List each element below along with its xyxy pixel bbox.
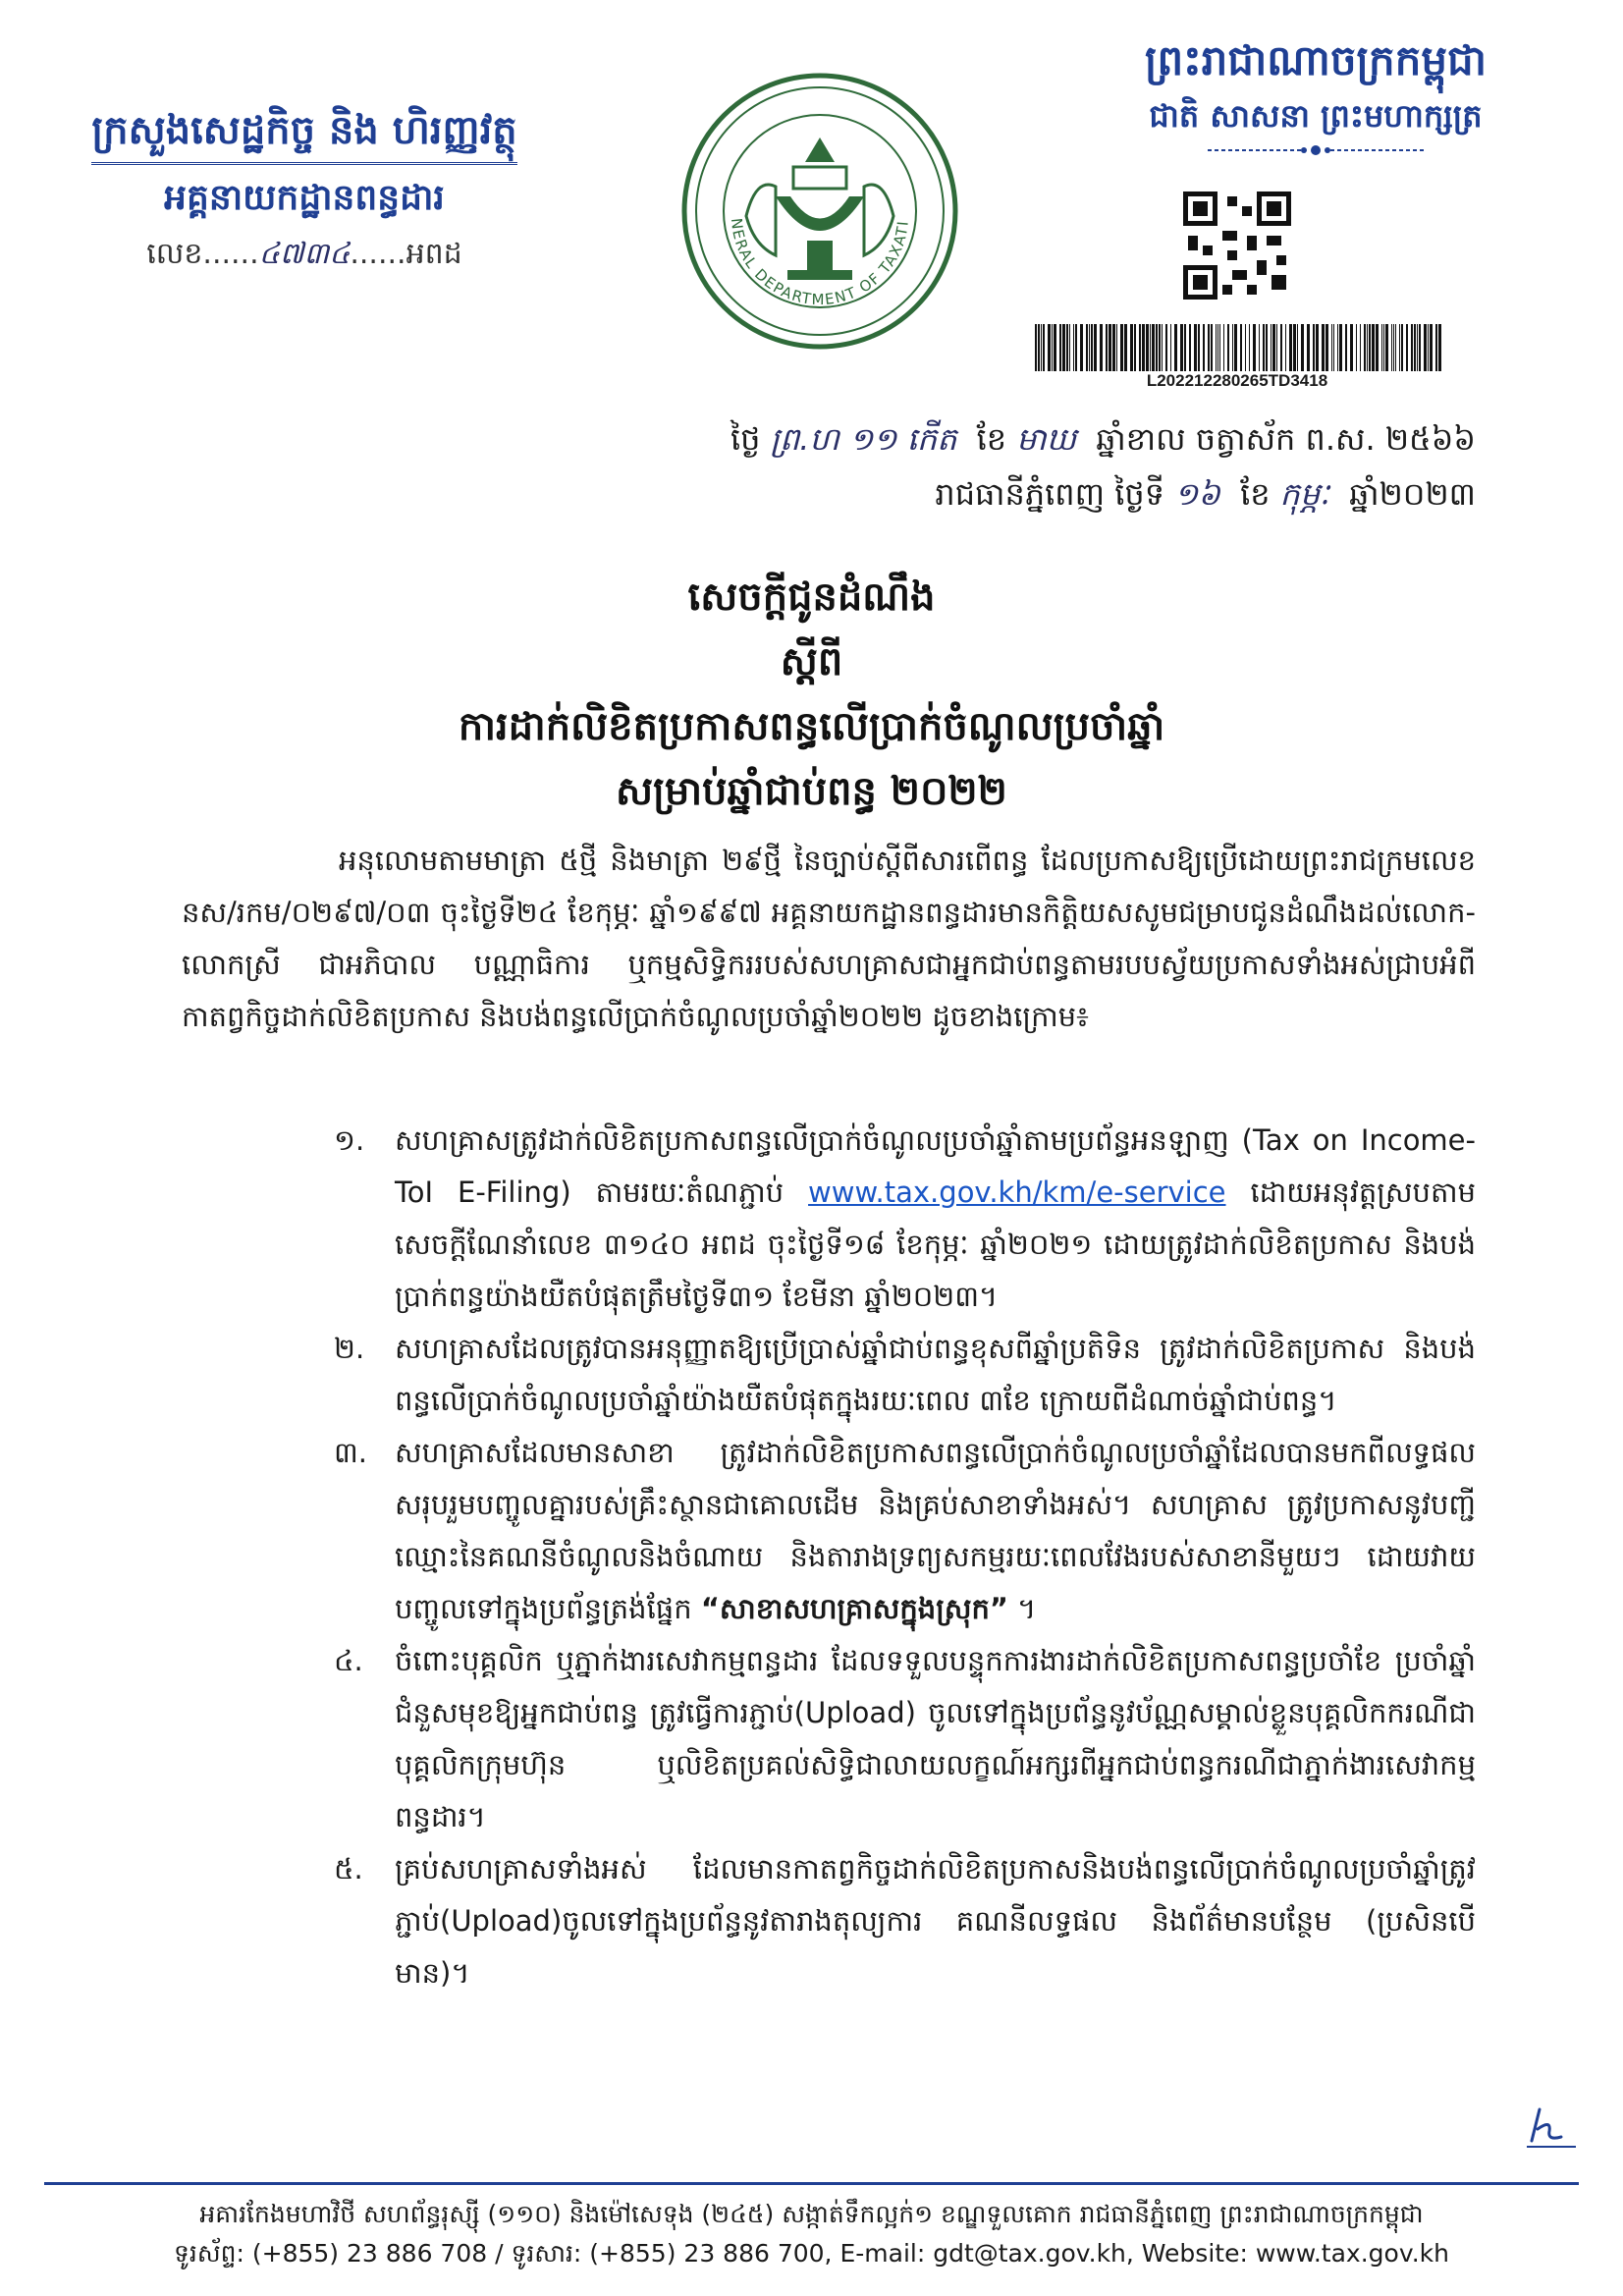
item-text: សហគ្រាសដែលត្រូវបានអនុញ្ញាតឱ្យប្រើប្រាស់ឆ្នាំជាប់ពន្ធខុសពីឆ្នាំប្រតិទិន ត្រូវដាក់លិខិតប្រកាស និងបង់ពន្ធលើប្រាក់ចំណូលប្រចាំឆ្នាំយ៉ាងយឺតបំផុតក្នុងរយៈពេល ៣ខែ ក្រោយពីដំណាច់ឆ្នាំជាប់ពន្ធ។ [395,1332,1476,1417]
list-item-2 [334,1323,1476,1427]
barcode-bar [1112,324,1115,371]
ministry-name: ក្រសួងសេដ្ឋកិច្ច និង ហិរញ្ញវត្ថុ [91,103,516,165]
lunar-month: មាឃ [1016,420,1077,458]
notice-items [334,1115,1476,1999]
intro-paragraph: អនុលោមតាមមាត្រា ៥ថ្មី និងមាត្រា ២៩ថ្មី នៃច្បាប់ស្តីពីសារពើពន្ធ ដែលប្រកាសឱ្យប្រើដោយព្រះរាជក្រមលេខ នស/រកម/០២៩៧/០៣ ចុះថ្ងៃទី២៤ ខែកុម្ភៈ ឆ្នាំ១៩៩៧ អគ្គនាយកដ្ឋានពន្ធដារមានកិត្តិយសសូមជម្រាបជូនដំណឹងដល់លោក-លោកស្រី ជាអភិបាល បណ្ណាធិការ ឬកម្មសិទ្ធិកររបស់សហគ្រាសជាអ្នកជាប់ពន្ធតាមរបបស្វ័យប្រកាសទាំងអស់ជ្រាបអំពីកាតព្វកិច្ចដាក់លិខិតប្រកាស និងបង់ពន្ធលើប្រាក់ចំណូលប្រចាំឆ្នាំ២០២២ ដូចខាងក្រោម៖ [182,844,1476,1033]
month-label: ខែ [1240,475,1271,513]
month-name: កុម្ភៈ [1279,475,1329,513]
barcode-number: L202212280265TD3418 [1146,371,1328,390]
barcode-bar [1091,324,1093,371]
barcode-bar [1350,324,1353,371]
barcode-bar [1391,324,1392,371]
barcode-bar [1339,324,1342,371]
barcode-bar [1223,324,1224,371]
barcode-bar [1184,324,1186,371]
barcode-bar [1232,324,1233,371]
barcode-bar [1438,324,1441,371]
barcode-bar [1393,324,1394,371]
barcode-bar [1227,324,1229,371]
list-item-4 [334,1635,1476,1843]
barcode-bar [1435,324,1437,371]
lunar-year: ឆ្នាំខាល ចត្វាស័ក ព.ស. ២៥៦៦ [1096,420,1476,458]
barcode-bar [1337,324,1338,371]
barcode-bar [1217,324,1218,371]
barcode-bar [1150,324,1151,371]
barcode-bar [1152,324,1155,371]
barcode-bar [1399,324,1400,371]
ornament-divider-icon [1208,143,1424,157]
barcode-bar [1109,324,1111,371]
barcode-bar [1245,324,1246,371]
list-item-5 [334,1843,1476,1999]
barcode-bar [1048,324,1051,371]
barcode-bar [1116,324,1117,371]
barcode-bar [1411,324,1413,371]
barcode-bar [1234,324,1237,371]
barcode-bar [1069,324,1070,371]
national-motto: ជាតិ សាសនា ព្រះមហាក្សត្រ [1149,97,1483,135]
ref-label: លេខ [146,237,203,271]
barcode-bar [1383,324,1384,371]
barcode-bar [1276,324,1277,371]
item-text-continued: ដោយអនុវត្តស្របតាមសេចក្តីណែនាំលេខ ៣១៤០ អពដ ចុះថ្ងៃទី១៨ ខែកុម្ភៈ ឆ្នាំ២០២១ ដោយត្រូវដាក់លិខិតប្រកាស និងបង់ប្រាក់ពន្ធយ៉ាងយឺតបំផុតត្រឹមថ្ងៃទី៣១ ខែមីនា ឆ្នាំ២០២៣។ [395,1175,1476,1313]
barcode-bar [1159,324,1161,371]
item-text: ចំពោះបុគ្គលិក ឬភ្នាក់ងារសេវាកម្មពន្ធដារ ដែលទទួលបន្ទុកការងារដាក់លិខិតប្រកាសពន្ធប្រចាំខែ ប្រចាំឆ្នាំ ជំនួសមុខឱ្យអ្នកជាប់ពន្ធ ត្រូវធ្វើការភ្ជាប់(Upload) ចូលទៅក្នុងប្រព័ន្ធនូវប័ណ្ណសម្គាល់ខ្លួនបុគ្គលិកករណីជាបុគ្គលិកក្រុមហ៊ុន ឬលិខិតប្រគល់សិទ្ធិជាលាយលក្ខណ៍អក្សរពីអ្នកជាប់ពន្ធករណីជាភ្នាក់ងារសេវាកម្មពន្ធដារ។ [395,1644,1476,1833]
gdt-seal-icon [677,69,962,354]
lunar-day: ព្រ.ហ ១១ កើត [770,420,957,458]
item-text: សហគ្រាសដែលមានសាខា ត្រូវដាក់លិខិតប្រកាសពន្ធលើប្រាក់ចំណូលប្រចាំឆ្នាំដែលបានមកពីលទ្ធផលសរុបរួមបញ្ចូលគ្នារបស់គ្រឹះស្ថានជាគោលដើម និងគ្រប់សាខាទាំងអស់។ សហគ្រាស ត្រូវប្រកាសនូវបញ្ជីឈ្មោះនៃគណនីចំណូលនិងចំណាយ និងតារាងទ្រព្យសកម្មរយៈពេលវែងរបស់សាខានីមួយៗ ដោយវាយបញ្ចូលទៅក្នុងប្រព័ន្ធត្រង់ផ្នែក [395,1436,1476,1625]
year: ឆ្នាំ២០២៣ [1349,475,1476,513]
barcode-bar [1253,324,1256,371]
barcode-bar [1180,324,1183,371]
barcode-bar [1203,324,1205,371]
barcode-bar [1162,324,1163,371]
signature-initial-icon [1522,2102,1581,2155]
barcode-bar [1139,324,1141,371]
place-day: រាជធានីភ្នំពេញ ថ្ងៃទី [935,475,1165,513]
barcode-bar [1134,324,1136,371]
barcode-bar [1059,324,1061,371]
barcode-bar [1066,324,1068,371]
barcode-bar [1249,324,1250,371]
barcode-bar [1216,324,1217,371]
barcode-bar [1130,324,1133,371]
barcode-bar [1406,324,1408,371]
barcode-bar [1198,324,1200,371]
barcode-bar [1089,324,1090,371]
list-item-1 [334,1115,1476,1323]
barcode-bar [1062,324,1065,371]
header-right [1119,29,1512,157]
barcode-bar [1345,324,1347,371]
item-number: ៥. [334,1852,363,1886]
title-line-3: ការដាក់លិខិតប្រកាសពន្ធលើប្រាក់ចំណូលប្រចាំឆ្នាំ [458,704,1165,749]
barcode-bar [1289,324,1292,371]
barcode-bar [1240,324,1242,371]
barcode-bar [1054,324,1056,371]
barcode-bar [1367,324,1368,371]
reference-number: លេខ......៤៧៣៤......អពដ [146,237,462,271]
barcode-bar [1073,324,1074,371]
footer-divider [44,2182,1579,2185]
barcode-bar [1120,324,1123,371]
lunar-date-line [730,412,1476,465]
barcode-bar [1208,324,1210,371]
barcode-bar [1041,324,1042,371]
barcode-bar [1331,324,1332,371]
header-left [49,103,560,279]
item-text: គ្រប់សហគ្រាសទាំងអស់ ដែលមានកាតព្វកិច្ចដាក់លិខិតប្រកាសនិងបង់ពន្ធលើប្រាក់ចំណូលប្រចាំឆ្នាំត្រូវភ្ជាប់(Upload)ចូលទៅក្នុងប្រព័ន្ធនូវតារាងតុល្យការ គណនីលទ្ធផល និងព័ត៌មានបន្ថែម (ប្រសិនបើមាន)។ [395,1852,1476,1990]
list-item-3 [334,1427,1476,1635]
barcode-bar [1372,324,1375,371]
barcode-bar [1100,324,1103,371]
footer-address: អគារកែងមហាវិថី សហព័ន្ធរុស្ស៊ី (១១០) និងម៉ៅសេទុង (២៤៥) សង្កាត់ទឹកល្អក់១ ខណ្ឌទួលគោក រាជធានីភ្នំពេញ ព្រះរាជាណាចក្រកម្ពុជា [199,2200,1424,2228]
barcode-bar [1263,324,1265,371]
barcode-bar [1165,324,1167,371]
barcode-bar [1106,324,1108,371]
barcode-bar [1280,324,1282,371]
barcode-bar [1052,324,1053,371]
barcode-bar [1414,324,1416,371]
barcode-bar [1086,324,1088,371]
barcode-bar [1189,324,1191,371]
item-bold-text: “សាខាសហគ្រាសក្នុងស្រុក” [700,1592,1008,1625]
title-line-1: សេចក្តីជូនដំណឹង [687,574,936,620]
item-number: ២. [334,1332,365,1365]
lunar-prefix: ថ្ងៃ [730,420,761,458]
barcode-bar [1035,324,1037,371]
barcode-bar [1156,324,1158,371]
barcode-bar [1075,324,1077,371]
barcode-bar [1038,324,1040,371]
barcode-bar [1325,324,1328,371]
item-number: ១. [334,1123,365,1157]
barcode-bar [1417,324,1418,371]
item-number: ៤. [334,1644,363,1677]
notice-title [0,565,1623,824]
barcode-bar [1430,324,1433,371]
barcode-bar [1313,324,1315,371]
footer-contact: ទូរស័ព្ទ: (+855) 23 886 708 / ទូរសារ: (+855) 23 886 700, E-mail: gdt@tax.gov.kh, Website: www.tax.gov.kh [174,2239,1449,2268]
lunar-month-label: ខែ [976,420,1007,458]
day-number: ១៦ [1174,475,1220,513]
ref-suffix: អពដ [406,237,462,271]
department-name: អគ្គនាយកដ្ឋានពន្ធដារ [164,178,445,218]
barcode-bar [1142,324,1145,371]
barcode-bar [1385,324,1388,371]
barcode-bar [1285,324,1286,371]
barcode-bar [1364,324,1366,371]
item-text: សហគ្រាសត្រូវដាក់លិខិតប្រកាសពន្ធលើប្រាក់ចំណូលប្រចាំឆ្នាំតាមប្រព័ន្ធអនឡាញ (Tax on Income-ToI E-Filing) តាមរយៈតំណភ្ជាប់ [395,1123,1476,1209]
barcode-bar [1376,324,1379,371]
barcode-bar [1297,324,1298,371]
barcode-bar [1360,324,1361,371]
barcode-bar [1194,324,1197,371]
barcode-bar [1211,324,1213,371]
barcode-bar [1043,324,1045,371]
barcode-bar [1174,324,1177,371]
solar-date-line [935,467,1476,520]
barcode-bar [1369,324,1371,371]
barcode-bar [1259,324,1260,371]
item-number: ៣. [334,1436,367,1469]
barcode-bar [1219,324,1220,371]
barcode-bar [1395,324,1396,371]
barcode-bar [1316,324,1319,371]
barcode-bar [1424,324,1427,371]
barcode-bar [1428,324,1429,371]
barcode-bar [1307,324,1310,371]
barcode-bar [1381,324,1382,371]
e-service-link[interactable]: www.tax.gov.kh/km/e-service [808,1175,1226,1209]
barcode-bar [1080,324,1083,371]
barcode-bar [1272,324,1275,371]
barcode-bar [1124,324,1127,371]
item-tail: ។ [1007,1592,1037,1625]
kingdom-name: ព្រះរាជាណាចក្រកម្ពុជា [1144,36,1488,84]
seal-text: NERAL DEPARTMENT OF TAXATI [727,217,912,309]
ref-number: ៤៧៣៤ [258,237,351,271]
barcode-bar [1401,324,1403,371]
title-line-4: សម្រាប់ឆ្នាំជាប់ពន្ធ ២០២២ [616,769,1007,814]
barcode-bar [1094,324,1097,371]
barcode-bar [1322,324,1325,371]
barcode-bar [1293,324,1296,371]
barcode-bar [1356,324,1357,371]
barcode-bar [1301,324,1304,371]
barcode-icon [1031,324,1443,371]
barcode-bar [1146,324,1149,371]
barcode-bar [1333,324,1334,371]
qr-code-icon [1183,191,1291,300]
barcode-bar [1419,324,1421,371]
title-line-2: ស្តីពី [780,639,843,684]
barcode-bar [1170,324,1171,371]
barcode-bar [1266,324,1268,371]
